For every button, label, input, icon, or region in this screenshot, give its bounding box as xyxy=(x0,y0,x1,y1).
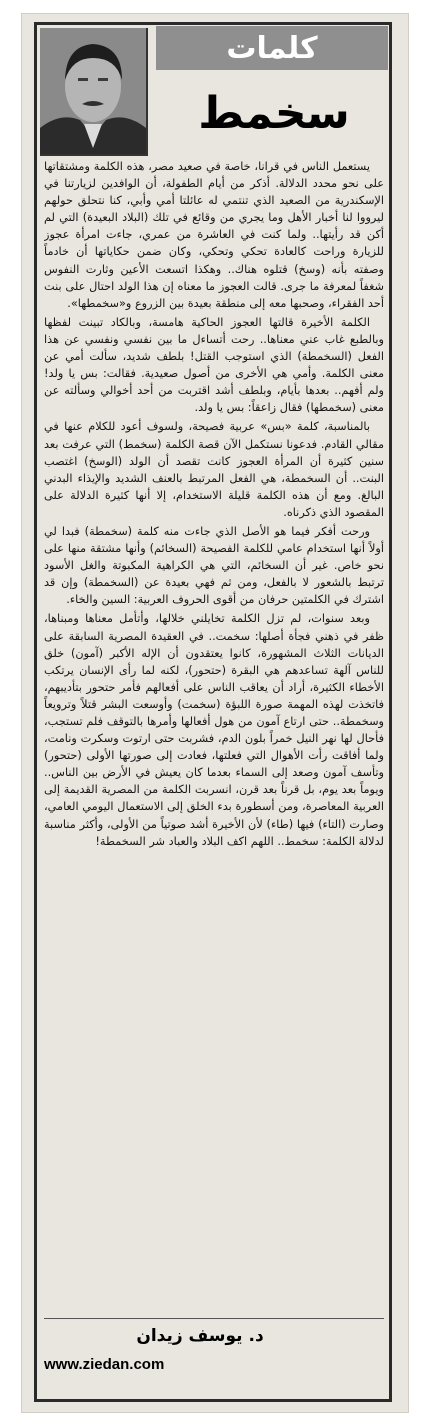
column-header-band xyxy=(156,26,388,70)
paragraph: يستعمل الناس في قرانا، خاصة في صعيد مصر، هذه الكلمة ومشتقاتها على نحو محدد الدلالة. أذكر من أيام الطفولة، أن الوافدين لزيارتنا في الإسكندرية من الصعيد الذي تنتمي له عائلتا أمي وأبي، كنا نتحلق حولهم ليرووا لنا أخبار الأهل وما يجري من وقائع في تلك (البلاد البعيدة) التي لم أكن قد رأيتها.. ولما كنت في العاشرة من عمري، جاءت امرأة عجوز للزيارة وراحت كالعادة تحكي وتحكي، وكان ضمن حكاياتها أن خادماً وصفته بأنه (وسخ) قتلوه هناك.. وهكذا اتسعت الأعين وثارت النفوس شغفاً لمعرفة ما جرى. قالت العجوز ما معناه إن هذا الولد احتال على بنت أحد الفقراء، وصحبها معه إلى منطقة بعيدة بين الزروع و«سخمطها». xyxy=(44,160,384,310)
paragraph: الكلمة الأخيرة قالتها العجوز الحاكية هامسة، وبالكاد تبينت لفظها وبالطبع غاب عني معناها.. رحت أتساءل ما بين نفسي ونفسي عن هذا الفعل (السخمطة) الذي استوجب القتل! بلطف شديد، سألت أمي عن معنى الكلمة. وأمي هي الأخرى من أصول صعيدية. فقالت: بس يا ولد! ولم أفهم.. بعدها بأيام، وبلطف أشد اقتربت من أحد أخوالي وسألته عن معنى (سخمطها) فقال زاعقاً: بس يا ولد. xyxy=(44,315,384,415)
author-website: www.ziedan.com xyxy=(44,1356,165,1373)
article-title: سخمط xyxy=(198,88,350,139)
footer-divider xyxy=(44,1318,384,1319)
paragraph: ورحت أفكر فيما هو الأصل الذي جاءت منه كلمة (سخمطة) فبدا لي أولاً أنها استخدام عامي للكلمة الفصيحة (السخائم) وأنها مشتقة منها على نحو خاص. غير أن السخائم، التي هي الكراهية المكبوتة والغل الأسود ترتبط بالشعور لا بالفعل، ومن ثم فهي بعيدة عن (السخمطة) وإن قد اشترك في الكلمتين حرفان من أقوى الحروف العربية: السين والخاء. xyxy=(44,524,384,607)
author-photo xyxy=(40,28,148,156)
paragraph: وبعد سنوات، لم تزل الكلمة تخايلني خلالها، وأتأمل معناها ومبناها، ظفر في ذهني فجأة أصلها: سخمت.. في العقيدة المصرية السابقة على الديانات الثلاث المشهورة، كانوا يعتقدون أن الإله الأكبر (آمون) خلق للناس آلهة تساعدهم هي البقرة (حتحور)، لكنه لما رأى الإنسان يرتكب الأخطاء الكثيرة، أراد أن يعاقب الناس على أفعالهم فأمر حتحور بتأديبهم، فاتخذت لهذه المهمة صورة اللبؤة (سخمت) وأوسعت البشر قتلاً وترويعاً وسخمطة.. حتى ارتاع آمون من هول أفعالها وأمرها بالتوقف فلم تستجب، فأحال لها نهر النيل خمراً بلون الدم، فشربت حتى ارتوت وسكرت ونامت، ولما أفاقت رأت الأهوال التي فعلتها، فعادت إلى صورتها الأولى (حتحور) وتأسف آمون وصعد إلى السماء بعدما كان يعيش في الأرض بين الناس.. ويوماً بعد يوم، بل قرناً بعد قرن، انسربت الكلمة من المصرية القديمة إلى العربية المعاصرة، ومن أسطورة بدء الخلق إلى الاستعمال اليومي العامي، وصارت (التاء) فيها (طاء) لأن الأخيرة أشد صوتياً من الأولى، وأكثر مناسبة لدلالة الكلمة: سخمط.. اللهم اكف البلاد والعباد شر السخمطة! xyxy=(44,612,384,848)
column-header: كلمات xyxy=(226,30,318,66)
author-name: د. يوسف زيدان xyxy=(136,1326,264,1346)
paragraph: بالمناسبة، كلمة «بس» عربية فصيحة، ولسوف أعود للكلام عنها في مقالي القادم. فدعونا نستكمل الآن قصة الكلمة (سخمط) التي عرفت بعد سنين كثيرة أن المرأة العجوز كانت تقصد أن الولد (الوسخ) اغتصب البنت.. أن السخمطة، هي الفعل المرتبط بالعنف الشديد والإيذاء البدني البالغ. ومع أن هذه الكلمة قليلة الاستخدام، إلا أنها كثيرة الدلالة على المقصود الذي ذكرناه. xyxy=(44,420,384,519)
article-body xyxy=(44,158,384,1308)
